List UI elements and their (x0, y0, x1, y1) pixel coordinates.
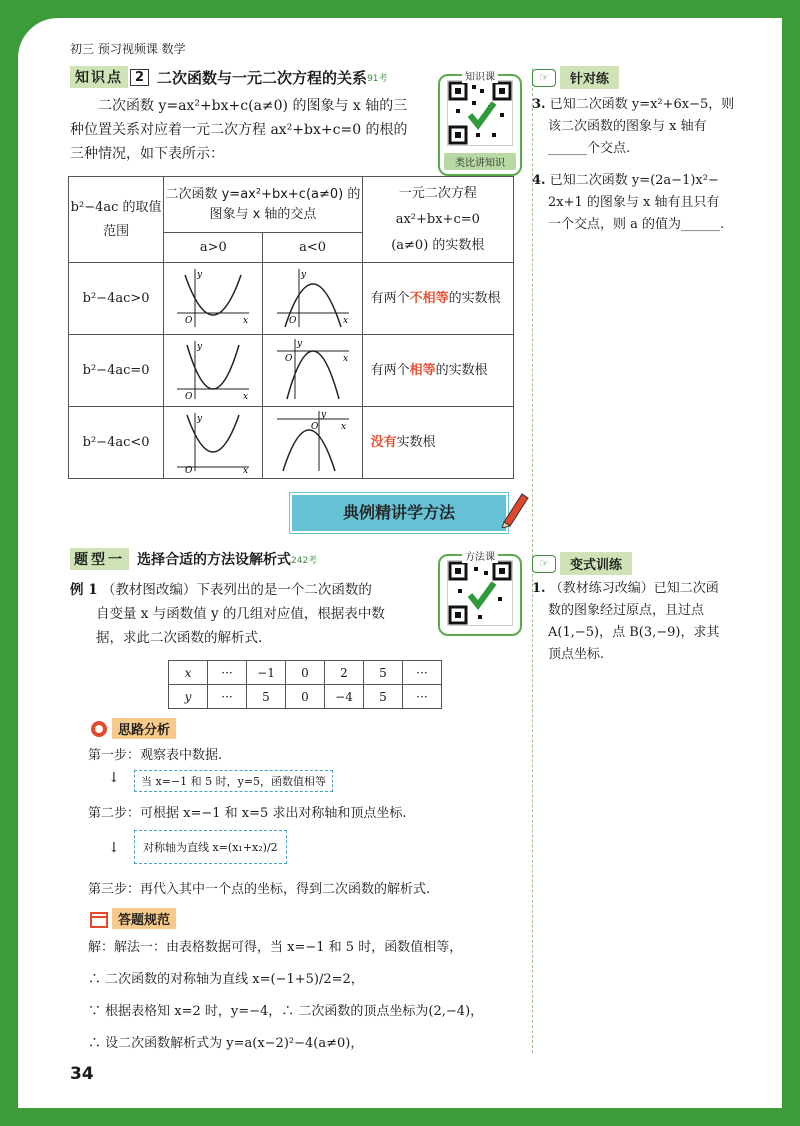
axis-x-label: x (243, 315, 249, 326)
axis-y-label: y (197, 413, 203, 424)
analysis-step-2: 第二步：可根据 x=−1 和 x=5 求出对称轴和顶点坐标. (88, 806, 407, 821)
th-a-negative: a<0 (263, 233, 362, 263)
answer-line: 解：解法一：由表格数据可得，当 x=−1 和 5 时，函数值相等， (88, 940, 463, 955)
table-cell: 5 (364, 661, 403, 685)
qr-method-lesson[interactable] (438, 554, 522, 636)
axis-x-label: x (243, 391, 249, 401)
cond-cell: b²−4ac=0 (69, 335, 164, 407)
table-cell: 5 (364, 685, 403, 709)
cond-cell: b²−4ac>0 (69, 263, 164, 335)
analysis-hint-1: 当 x=−1 和 5 时，y=5，函数值相等 (134, 770, 333, 792)
parabola-down-one-root (273, 337, 353, 401)
graph-cell (263, 335, 362, 407)
axis-x-label: x (340, 421, 346, 432)
question-line: 已知二次函数 y=(2a−1)x²− (549, 173, 719, 188)
variant-training-label: 变式训练 (560, 552, 632, 575)
kp-exam-mark: 91考 (367, 73, 388, 84)
question-line: 该二次函数的图象与 x 轴有 (548, 119, 707, 134)
th-roots-line: ax²+bx+c=0 (395, 211, 480, 227)
example-label: 例 1 (70, 582, 98, 598)
axis-y-label: y (197, 269, 203, 280)
origin-label: O (185, 391, 193, 401)
th-graph: 二次函数 y=ax²+bx+c(a≠0) 的图象与 x 轴的交点 (164, 177, 362, 233)
graph-cell (164, 335, 263, 407)
th-a-positive: a>0 (164, 233, 263, 263)
origin-label: O (185, 315, 193, 326)
discriminant-table (68, 176, 514, 479)
analysis-hint-2: 对称轴为直线 x=(x₁+x₂)/2 (134, 830, 287, 864)
parabola-down-no-root (273, 409, 353, 473)
example-line: 自变量 x 与函数值 y 的几组对应值，根据表中数 (96, 606, 385, 622)
qr-top-label: 知识课 (462, 68, 498, 83)
pointing-hand-icon: ☞ (532, 555, 556, 573)
question-type-title: 选择合适的方法设解析式 (137, 552, 291, 568)
table-cell: ··· (208, 661, 247, 685)
variant-training-heading (532, 552, 632, 575)
kp-paragraph (70, 94, 430, 166)
axis-y-label: y (320, 409, 326, 420)
section-banner: 典例精讲学方法 (290, 493, 508, 533)
analysis-step-1: 第一步：观察表中数据. (88, 748, 223, 763)
table-row (69, 335, 514, 407)
table-cell: ··· (403, 661, 442, 685)
kp-number: 2 (130, 69, 149, 86)
th-roots (362, 177, 513, 263)
table-row (169, 661, 442, 685)
table-row (69, 407, 514, 479)
question-line: 数的图象经过原点，且过点 (548, 603, 705, 618)
axis-y-label: y (197, 341, 203, 352)
question-line: 已知二次函数 y=x²+6x−5，则 (549, 97, 735, 112)
question-line: 顶点坐标. (548, 647, 605, 662)
page (18, 18, 782, 1108)
question-line: （教材练习改编）已知二次函 (549, 581, 719, 596)
origin-label: O (310, 421, 318, 432)
origin-label: O (284, 353, 292, 364)
qr-code-icon (447, 560, 513, 626)
analysis-step-3: 第三步：再代入其中一个点的坐标，得到二次函数的解析式. (88, 882, 431, 897)
graph-cell (164, 263, 263, 335)
answer-line: ∴ 二次函数的对称轴为直线 x=(−1+5)/2=2， (88, 972, 364, 987)
table-cell: ··· (403, 685, 442, 709)
th-discriminant: b²−4ac 的取值范围 (69, 177, 164, 263)
targeted-practice-heading (532, 66, 619, 89)
answer-title: 答题规范 (112, 908, 176, 929)
cond-cell: b²−4ac<0 (69, 407, 164, 479)
example-value-table (168, 660, 442, 709)
table-cell: 2 (325, 661, 364, 685)
roots-cell (362, 263, 513, 335)
graph-cell (164, 407, 263, 479)
answer-body (88, 932, 528, 1060)
table-cell: 0 (286, 685, 325, 709)
analysis-heading (90, 718, 176, 739)
roots-highlight: 没有 (370, 434, 397, 450)
roots-highlight: 相等 (409, 362, 436, 378)
qr-knowledge-lesson[interactable] (438, 74, 522, 176)
table-cell: −4 (325, 685, 364, 709)
roots-highlight: 不相等 (409, 290, 449, 306)
question-line: 一个交点，则 a 的值为______. (548, 217, 725, 232)
answer-line: ∴ 设二次函数解析式为 y=a(x−2)²−4(a≠0)， (88, 1036, 364, 1051)
roots-text: 有两个 (370, 290, 410, 306)
axis-y-label: y (296, 338, 302, 349)
question-type-heading (70, 548, 317, 570)
question-type-mark: 242考 (291, 555, 318, 566)
pencil-icon (498, 488, 530, 528)
graph-cell (263, 407, 362, 479)
qr-code-icon (447, 80, 513, 146)
roots-text: 有两个 (370, 362, 410, 378)
brain-icon (90, 720, 108, 738)
pointing-hand-icon: ☞ (532, 69, 556, 87)
parabola-up-no-root (173, 409, 253, 473)
example-1 (70, 578, 430, 650)
targeted-practice-label: 针对练 (560, 66, 619, 89)
knowledge-point-heading (70, 66, 388, 88)
analysis-title: 思路分析 (112, 718, 176, 739)
table-cell: 0 (286, 661, 325, 685)
question-number: 4. (532, 173, 546, 188)
qr-bottom-label: 类比讲知识 (444, 153, 516, 170)
question-number: 3. (532, 97, 546, 112)
kp-title: 二次函数与一元二次方程的关系 (157, 68, 368, 87)
arrow-down-icon: ↓ (108, 840, 120, 856)
question-line: ______个交点. (548, 141, 631, 156)
table-cell: y (169, 685, 208, 709)
page-number: 34 (70, 1064, 94, 1084)
answer-heading (90, 908, 176, 929)
roots-cell (362, 335, 513, 407)
question-number: 1. (532, 581, 546, 596)
calendar-icon (90, 910, 108, 928)
table-row (169, 685, 442, 709)
table-cell: x (169, 661, 208, 685)
roots-text: 的实数根 (435, 362, 488, 378)
table-row (69, 263, 514, 335)
axis-y-label: y (300, 269, 306, 280)
arrow-down-icon: ↓ (108, 770, 120, 786)
origin-label: O (185, 465, 193, 473)
roots-text: 的实数根 (448, 290, 501, 306)
practice-question-3 (532, 94, 768, 160)
parabola-up-one-root (173, 337, 253, 401)
question-type-tag: 题型一 (70, 548, 129, 570)
table-cell: −1 (247, 661, 286, 685)
table-cell: 5 (247, 685, 286, 709)
parabola-up-two-roots (173, 265, 253, 329)
kp-para-line: 二次函数 y=ax²+bx+c(a≠0) 的图象与 x 轴的三 (98, 98, 408, 114)
table-cell: ··· (208, 685, 247, 709)
axis-x-label: x (342, 353, 348, 364)
th-roots-line: 一元二次方程 (398, 185, 477, 201)
kp-para-line: 三种情况，如下表所示： (70, 146, 224, 162)
example-line: 据，求此二次函数的解析式. (96, 630, 263, 646)
question-line: A(1,−5)，点 B(3,−9)，求其 (548, 625, 720, 640)
roots-cell (362, 407, 513, 479)
practice-question-4 (532, 170, 768, 236)
roots-text: 实数根 (396, 434, 436, 450)
question-line: 2x+1 的图象与 x 轴有且只有 (548, 195, 720, 210)
axis-x-label: x (243, 465, 249, 473)
graph-cell (263, 263, 362, 335)
parabola-down-two-roots (273, 265, 353, 329)
origin-label: O (288, 315, 296, 326)
answer-line: ∵ 根据表格知 x=2 时，y=−4，∴ 二次函数的顶点坐标为(2,−4)， (88, 1004, 484, 1019)
th-roots-line: (a≠0) 的实数根 (391, 237, 485, 253)
page-header: 初三 预习视频课 数学 (70, 42, 186, 56)
qr-top-label: 方法课 (462, 548, 498, 563)
example-line: （教材图改编）下表列出的是一个二次函数的 (101, 582, 372, 598)
variant-question-1 (532, 578, 768, 666)
axis-x-label: x (342, 315, 348, 326)
kp-tag: 知识点 (70, 66, 128, 88)
kp-para-line: 种位置关系对应着一元二次方程 ax²+bx+c=0 的根的 (70, 122, 408, 138)
